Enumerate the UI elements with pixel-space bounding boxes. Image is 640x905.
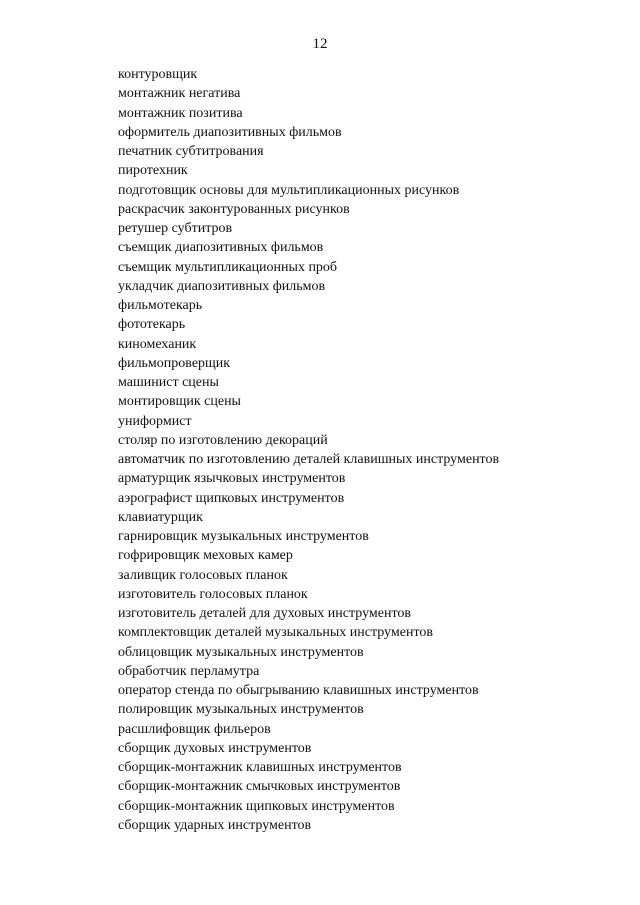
list-item: укладчик диапозитивных фильмов	[118, 278, 326, 294]
list-item: оператор стенда по обыгрыванию клавишных инструментов	[118, 683, 479, 698]
list-item: расшлифовщик фильеров	[118, 721, 271, 737]
list-item: ретушер субтитров	[118, 221, 233, 236]
list-item: сборщик-монтажник щипковых инструментов	[118, 798, 395, 814]
list-item: машинист сцены	[118, 375, 219, 390]
list-item: фильмопроверщик	[118, 355, 231, 371]
list-item: клавиатурщик	[118, 509, 203, 525]
list-item: столяр по изготовлению декораций	[118, 432, 328, 448]
list-item: облицовщик музыкальных инструментов	[118, 644, 364, 660]
list-item: монтажник позитива	[118, 105, 243, 121]
list-item: автоматчик по изготовлению деталей клавишных инструментов	[118, 452, 500, 467]
list-item: монтировщик сцены	[118, 394, 241, 410]
list-item: печатник субтитрования	[118, 144, 264, 159]
list-item: сборщик-монтажник клавишных инструментов	[118, 760, 402, 775]
list-item: раскрасчик законтурованных рисунков	[118, 201, 350, 217]
list-item: монтажник негатива	[118, 86, 241, 102]
list-item: обработчик перламутра	[118, 663, 260, 679]
list-item: гофрировщик меховых камер	[118, 548, 293, 564]
list-item: сборщик духовых инструментов	[118, 740, 312, 756]
list-item: оформитель диапозитивных фильмов	[118, 124, 342, 140]
list-item: контуровщик	[118, 67, 198, 82]
list-item: аэрографист щипковых инструментов	[118, 490, 345, 506]
list-item: подготовщик основы для мультипликационных рисунков	[118, 182, 460, 198]
list-item: комплектовщик деталей музыкальных инструментов	[118, 625, 433, 641]
list-item: фильмотекарь	[118, 298, 203, 313]
list-item: полировщик музыкальных инструментов	[118, 702, 364, 718]
list-item: пиротехник	[118, 163, 188, 179]
list-item: изготовитель голосовых планок	[118, 586, 308, 602]
list-item: униформист	[118, 413, 192, 429]
list-item: заливщик голосовых планок	[118, 567, 288, 583]
page-number: 12	[312, 36, 328, 52]
list-item: изготовитель деталей для духовых инструментов	[118, 606, 412, 621]
list-item: фототекарь	[118, 317, 186, 333]
list-item: гарнировщик музыкальных инструментов	[118, 529, 369, 544]
list-item: съемщик мультипликационных проб	[118, 259, 338, 275]
list-item: арматурщик язычковых инструментов	[118, 471, 346, 487]
list-item: сборщик ударных инструментов	[118, 817, 312, 833]
list-item: сборщик-монтажник смычковых инструментов	[118, 779, 401, 795]
occupation-list	[118, 65, 499, 835]
list-item: киномеханик	[118, 336, 197, 352]
list-item: съемщик диапозитивных фильмов	[118, 240, 324, 256]
